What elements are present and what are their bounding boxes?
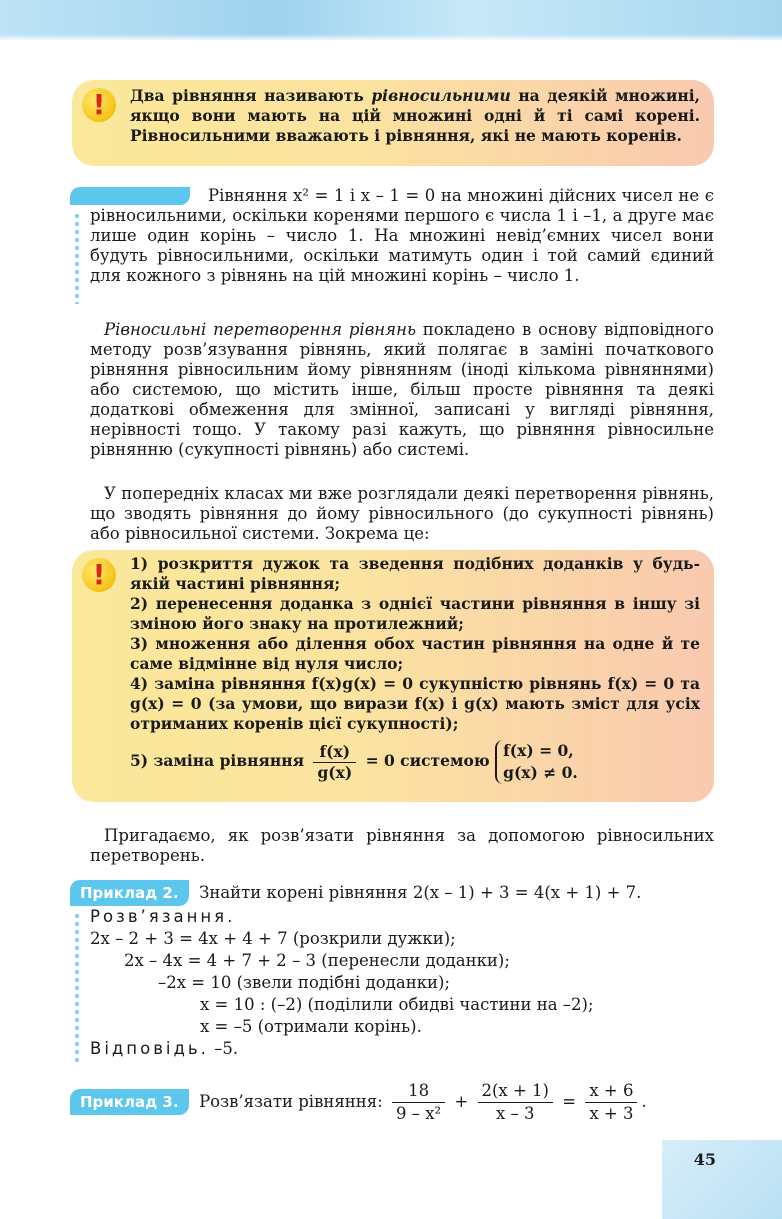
exclamation-icon: ! — [82, 558, 116, 592]
list-item: 2) перенесення доданка з однієї частини рівняння в іншу зі зміною його знаку на протилежний; — [130, 594, 700, 633]
solution-step: 2x – 2 + 3 = 4x + 4 + 7 (розкрили дужки); — [90, 929, 456, 948]
example-2-tab: Приклад 2. — [70, 880, 189, 906]
example-1-text: Рівняння x² = 1 і x – 1 = 0 на множині дійсних чисел не є рівносильними, оскільки коренями першого є числа 1 і –1, а друге має лише один корінь – число 1. На множині невід’ємних чисел вони будуть рівносильними, оскільки матимуть один і той самий єдиний для кожного з рівнянь на цій множині корінь – число 1. — [90, 186, 714, 285]
example-1-dots — [74, 212, 80, 304]
transformations-list — [130, 554, 700, 784]
solution-label: Розв’язання. — [90, 907, 236, 926]
list-item: 1) розкриття дужок та зведення подібних доданків у будь-якій частині рівняння; — [130, 554, 700, 593]
corner-decorative-band — [662, 1140, 782, 1219]
fraction: $\frac{2(x + 1)}{x - 3}$ — [478, 1080, 554, 1125]
transformations-box — [72, 550, 714, 802]
example-3-tab: Приклад 3. — [70, 1089, 189, 1115]
fraction: $\frac{18}{\text{9 – x²}}$ — [392, 1080, 445, 1125]
paragraph-previous-classes: У попередніх класах ми вже розглядали деякі перетворення рівнянь, що зводять рівняння до йому рівносильного (до сукупності рівнянь) або рівносильної системи. Зокрема це: — [90, 484, 714, 543]
fraction: $\frac{x + 6}{x + 3}$ — [585, 1080, 637, 1125]
definition-text: Два рівняння називають рівносильними на деякій множині, якщо вони мають на цій множині одні й ті самі корені. Рівносильними вважають і рівняння, які не мають коренів. — [130, 86, 700, 145]
answer: Відповідь. –5. — [90, 1039, 239, 1058]
example-2-dots — [74, 912, 80, 1064]
paragraph-recall: Пригадаємо, як розв’язати рівняння за допомогою рівносильних перетворень. — [90, 826, 714, 865]
definition-box — [72, 80, 714, 166]
system-brace: f(x) = 0, g(x) ≠ 0. — [495, 740, 578, 784]
page-number: 45 — [693, 1150, 716, 1169]
list-item: 4) заміна рівняння f(x)g(x) = 0 сукупністю рівнянь f(x) = 0 та g(x) = 0 (за умови, що вирази f(x) і g(x) мають зміст для усіх отриманих коренів цієї сукупності); — [130, 674, 700, 733]
solution-step: x = –5 (отримали корінь). — [200, 1017, 422, 1036]
exclamation-icon: ! — [82, 88, 116, 122]
example-2-task: Знайти корені рівняння 2(x – 1) + 3 = 4(x + 1) + 7. — [199, 883, 642, 902]
list-item: 3) множення або ділення обох частин рівняння на одне й те саме відмінне від нуля число; — [130, 634, 700, 673]
solution-step: –2x = 10 (звели подібні доданки); — [158, 973, 451, 992]
example-3-task: Розв’язати рівняння: — [199, 1092, 383, 1111]
solution-step: 2x – 4x = 4 + 7 + 2 – 3 (перенесли доданки); — [124, 951, 510, 970]
paragraph-equivalent-transformations: Рівносильні перетворення рівнянь покладено в основу відповідного методу розв’язування рівнянь, який полягає в заміні початкового рівняння рівносильним йому рівнянням (іноді кількома рівняннями) або системою, що містить інше, більш просте рівняння та деякі додаткові обмеження для змінної, записані у вигляді рівняння, нерівності тощо. У такому разі кажуть, що рівняння рівносильне рівнянню (сукупності рівнянь) або системі. — [90, 320, 714, 459]
example-2 — [70, 880, 720, 906]
list-item: 5) заміна рівняння $\frac{f(x)}{g(x)}$ = 0 системою f(x) = 0, g(x) ≠ 0. — [130, 741, 578, 782]
example-2-solution — [90, 906, 710, 1060]
fraction: $\frac{f(x)}{g(x)}$ — [313, 742, 356, 783]
solution-step: x = 10 : (–2) (поділили обидві частини на –2); — [200, 995, 594, 1014]
example-3: Приклад 3. Розв’язати рівняння: $\frac{18}{\text{9 – x²}}$ + $\frac{2(x + 1)}{x - 3}$ = $\frac{x + 6}{x + 3}$ . — [70, 1080, 720, 1125]
top-decorative-band — [0, 0, 782, 40]
